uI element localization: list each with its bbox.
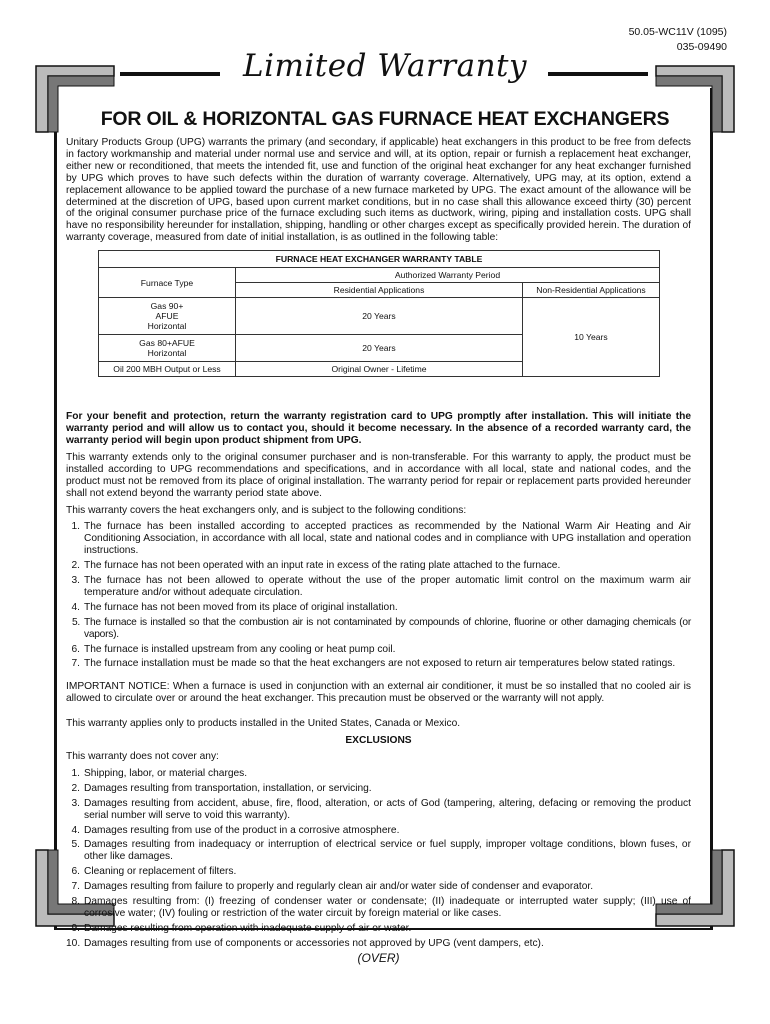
list-item: 7. The furnace installation must be made so that the heat exchangers are not exposed to return air temperatures below stated ratings.: [71, 658, 676, 670]
list-item: 4. Damages resulting from use of the product in a corrosive atmosphere.: [71, 824, 400, 836]
title-rule-right: [548, 72, 648, 76]
title-rule-left: [120, 72, 220, 76]
warranty-table: [98, 250, 660, 377]
exclusions-heading: EXCLUSIONS: [345, 735, 412, 747]
row-type-gas-90: Gas 90+ AFUE Horizontal: [99, 298, 236, 335]
over-marker: (OVER): [357, 950, 400, 965]
important-notice: IMPORTANT NOTICE: When a furnace is used in conjunction with an external air conditioner, it must be so installed that no cooled air is allowed to circulate over or around the heat exchanger. This precaution must be observed or the warranty will not apply.: [66, 681, 691, 705]
list-item: 5. Damages resulting from inadequacy or interruption of electrical service or fuel supply, improper voltage conditions, blown fuses, or other like damages.: [71, 839, 691, 863]
header-furnace-type: Furnace Type: [99, 268, 236, 298]
exclusions-intro: This warranty does not cover any:: [66, 751, 219, 762]
row-type-gas-80: Gas 80+AFUE Horizontal: [99, 335, 236, 362]
list-item: 2. The furnace has not been operated with an input rate in excess of the rating plate attached to the furnace.: [71, 560, 561, 572]
part-number: 035-09490: [676, 41, 727, 53]
list-item: 4. The furnace has not been moved from its place of original installation.: [71, 601, 398, 613]
list-item: 5. The furnace is installed so that the combustion air is not contaminated by compounds of chlorine, fluorine or other damaging chemicals (or vapors).: [72, 616, 691, 640]
document-heading: FOR OIL & HORIZONTAL GAS FURNACE HEAT EXCHANGERS: [100, 108, 670, 130]
list-item: 3. The furnace has not been allowed to operate without the use of the proper automatic limit control on the maximum warm air temperature and/or without adequate circulation.: [71, 575, 691, 598]
non-residential-value: 10 Years: [523, 298, 660, 377]
list-item: 1. Shipping, labor, or material charges.: [71, 767, 248, 779]
intro-paragraph: Unitary Products Group (UPG) warrants the primary (and secondary, if applicable) heat exchangers in this product to be free from defects in factory workmanship and material under normal use and service and will, at its option, repair or furnish a replacement heat exchanger, either new or reconditioned, that meets the intended fit, use and function of the original heat exchanger for any heat exchanger furnished by UPG which proves to have such defects within the duration of warranty coverage. Alternatively, UPG may, at its option, extend a replacement allowance to be applied toward the purchase of a new furnace marketed by UPG. The exact amount of the allowance will be determined at the discretion of UPG, based upon current market conditions, but in no case shall this allowance exceed thirty (30) percent of the original consumer purchase price of the furnace excluding such items as ductwork, wiring, piping and installation costs. UPG shall have no responsibility hereunder for installation, shipping, handling or other charges except as specifically provided herein. The duration of warranty coverage, measured from date of initial installation, is as outlined in the following table:: [66, 137, 691, 244]
list-item: 1. The furnace has been installed according to accepted practices as recommended by the National Warm Air Heating and Air Conditioning Association, in accordance with all local, state and national codes and in compliance with UPG installation and operation instructions.: [71, 521, 691, 557]
row-res-gas-90: 20 Years: [236, 298, 523, 335]
exclusions-list: [66, 768, 691, 950]
warranty-body: [66, 137, 691, 965]
registration-paragraph: For your benefit and protection, return the warranty registration card to UPG promptly after installation. This will initiate the warranty period and will allow us to contact you, should it become necessary. In the absence of a recorded warranty card, the warranty period will begin upon product shipment from UPG.: [66, 411, 691, 446]
list-item: 8. Damages resulting from: (I) freezing of condenser water or condensate; (II) inadequate or interrupted water supply; (III) use of corrosive water; (IV) fouling or restriction of the water circuit by foreign material or like cases.: [71, 896, 691, 919]
extent-paragraph: This warranty extends only to the original consumer purchaser and is non-transferable. For this warranty to apply, the product must be installed according to UPG recommendations and specifications, and in accordance with all local, state and national codes, and the product must not be removed from its place of original installation. The warranty period for repair or replacement parts provided hereunder shall not extend beyond the warranty period state above.: [66, 451, 691, 499]
list-item: 3. Damages resulting from accident, abuse, fire, flood, alteration, or acts of God (tampering, altering, defacing or removing the product serial number will serve to void this warranty).: [71, 797, 691, 821]
row-res-oil: Original Owner - Lifetime: [236, 362, 523, 377]
page-title: Limited Warranty: [242, 48, 528, 84]
list-item: 2. Damages resulting from transportation, installation, or servicing.: [71, 782, 372, 794]
list-item: 9. Damages resulting from operation with inadequate supply of air or water.: [71, 922, 412, 934]
coverage-paragraph: This warranty covers the heat exchangers only, and is subject to the following conditions:: [66, 504, 467, 516]
row-res-gas-80: 20 Years: [236, 335, 523, 362]
list-item: 7. Damages resulting from failure to properly and regularly clean air and/or water side of condenser and evaporator.: [71, 881, 594, 893]
conditions-list: [66, 521, 691, 670]
form-number: 50.05-WC11V (1095): [628, 26, 727, 38]
row-type-oil: Oil 200 MBH Output or Less: [99, 362, 236, 377]
table-caption: FURNACE HEAT EXCHANGER WARRANTY TABLE: [99, 251, 660, 268]
list-item: 6. The furnace is installed upstream from any cooling or heat pump coil.: [71, 643, 396, 655]
header-non-residential: Non-Residential Applications: [523, 283, 660, 298]
header-authorized-period: Authorized Warranty Period: [236, 268, 660, 283]
applicability-paragraph: This warranty applies only to products installed in the United States, Canada or Mexico.: [66, 718, 461, 730]
list-item: 6. Cleaning or replacement of filters.: [71, 866, 237, 878]
list-item: 10. Damages resulting from use of components or accessories not approved by UPG (vent dampers, etc).: [66, 937, 544, 949]
header-residential: Residential Applications: [236, 283, 523, 298]
